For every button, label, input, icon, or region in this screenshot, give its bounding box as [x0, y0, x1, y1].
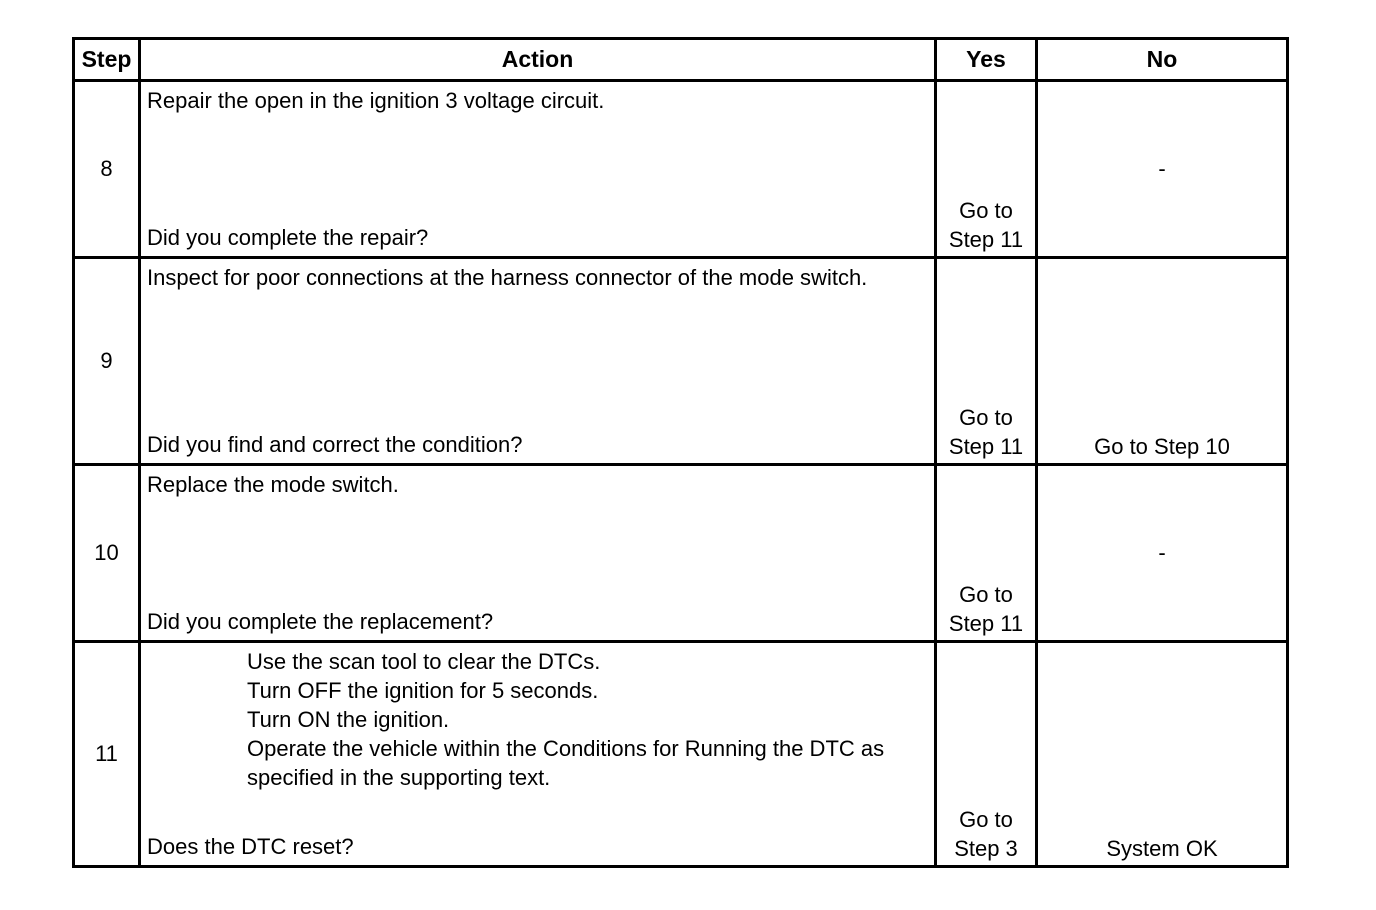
- header-step: Step: [74, 39, 140, 81]
- header-row: [74, 39, 1288, 81]
- yes-cell: Go to Step 3: [936, 642, 1037, 867]
- table-row: [74, 81, 1288, 258]
- list-item: Turn ON the ignition.: [247, 707, 450, 732]
- action-text: Replace the mode switch.: [147, 472, 399, 497]
- header-action: Action: [140, 39, 936, 81]
- table-row: [74, 642, 1288, 867]
- action-text: Repair the open in the ignition 3 voltage circuit.: [147, 88, 605, 113]
- no-cell: -: [1037, 81, 1288, 258]
- action-cell: [140, 258, 936, 465]
- action-step-list: [147, 647, 897, 792]
- action-cell: [140, 81, 936, 258]
- step-number: 11: [74, 642, 140, 867]
- yes-cell: Go to Step 11: [936, 258, 1037, 465]
- list-item: Turn OFF the ignition for 5 seconds.: [247, 678, 599, 703]
- action-question: Did you find and correct the condition?: [147, 432, 523, 457]
- header-yes: Yes: [936, 39, 1037, 81]
- no-cell: System OK: [1037, 642, 1288, 867]
- action-question: Does the DTC reset?: [147, 834, 354, 859]
- diagnostic-table: [72, 37, 1289, 868]
- step-number: 9: [74, 258, 140, 465]
- yes-cell: Go to Step 11: [936, 81, 1037, 258]
- action-question: Did you complete the repair?: [147, 225, 429, 250]
- table-row: [74, 465, 1288, 642]
- no-cell: -: [1037, 465, 1288, 642]
- list-item: Operate the vehicle within the Conditions for Running the DTC as specified in the supporting text.: [247, 736, 885, 790]
- step-number: 8: [74, 81, 140, 258]
- action-question: Did you complete the replacement?: [147, 609, 494, 634]
- no-cell: Go to Step 10: [1037, 258, 1288, 465]
- yes-cell: Go to Step 11: [936, 465, 1037, 642]
- step-number: 10: [74, 465, 140, 642]
- action-text: Inspect for poor connections at the harness connector of the mode switch.: [147, 265, 868, 290]
- action-cell: [140, 465, 936, 642]
- table-row: [74, 258, 1288, 465]
- action-cell: [140, 642, 936, 867]
- header-no: No: [1037, 39, 1288, 81]
- list-item: Use the scan tool to clear the DTCs.: [247, 649, 601, 674]
